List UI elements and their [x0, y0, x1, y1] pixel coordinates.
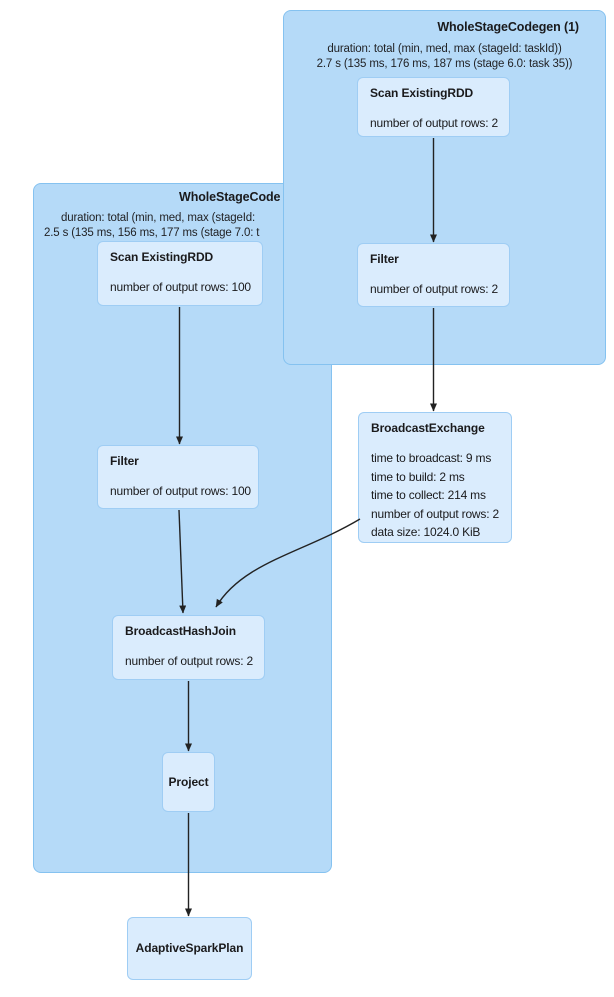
- node-metric: number of output rows: 2: [371, 506, 499, 521]
- cluster-title: WholeStageCodegen (1): [437, 20, 579, 34]
- node-metric: number of output rows: 2: [125, 654, 253, 668]
- cluster-duration-line2: 2.7 s (135 ms, 176 ms, 187 ms (stage 6.0: task 35)): [316, 58, 573, 70]
- node-filter-1[interactable]: [357, 243, 510, 307]
- node-title: Scan ExistingRDD: [110, 250, 214, 264]
- node-title: Scan ExistingRDD: [370, 86, 474, 100]
- node-metric: number of output rows: 100: [110, 484, 251, 498]
- cluster-duration-line2: 2.5 s (135 ms, 156 ms, 177 ms (stage 7.0: t: [44, 227, 260, 239]
- node-title: AdaptiveSparkPlan: [135, 941, 244, 955]
- node-metric: data size: 1024.0 KiB: [371, 525, 481, 539]
- node-scan-existingrdd-1[interactable]: [357, 77, 510, 137]
- node-metric: time to build: 2 ms: [371, 469, 465, 484]
- node-broadcasthashjoin[interactable]: [112, 615, 265, 680]
- node-title: Filter: [110, 454, 139, 468]
- cluster-duration: [284, 42, 605, 72]
- node-title: BroadcastExchange: [371, 421, 485, 435]
- node-title: Filter: [370, 252, 399, 266]
- node-metric: number of output rows: 2: [370, 282, 498, 296]
- node-broadcastexchange[interactable]: [358, 412, 512, 543]
- node-scan-existingrdd-2[interactable]: [97, 241, 263, 306]
- node-metric: time to collect: 214 ms: [371, 488, 486, 502]
- node-title: BroadcastHashJoin: [125, 624, 236, 638]
- cluster-wholestagecodegen-1: [283, 10, 606, 365]
- cluster-title: WholeStageCode: [179, 190, 281, 204]
- node-title: Project: [168, 774, 209, 789]
- cluster-duration-line1: duration: total (min, med, max (stageId: taskId)): [327, 43, 562, 55]
- node-metric: time to broadcast: 9 ms: [371, 451, 492, 465]
- node-metric: number of output rows: 2: [370, 116, 498, 130]
- node-project[interactable]: [162, 752, 215, 812]
- cluster-duration-line1: duration: total (min, med, max (stageId:: [61, 212, 256, 224]
- node-filter-2[interactable]: [97, 445, 259, 509]
- node-adaptivesparkplan[interactable]: [127, 917, 252, 980]
- node-metric: number of output rows: 100: [110, 280, 251, 294]
